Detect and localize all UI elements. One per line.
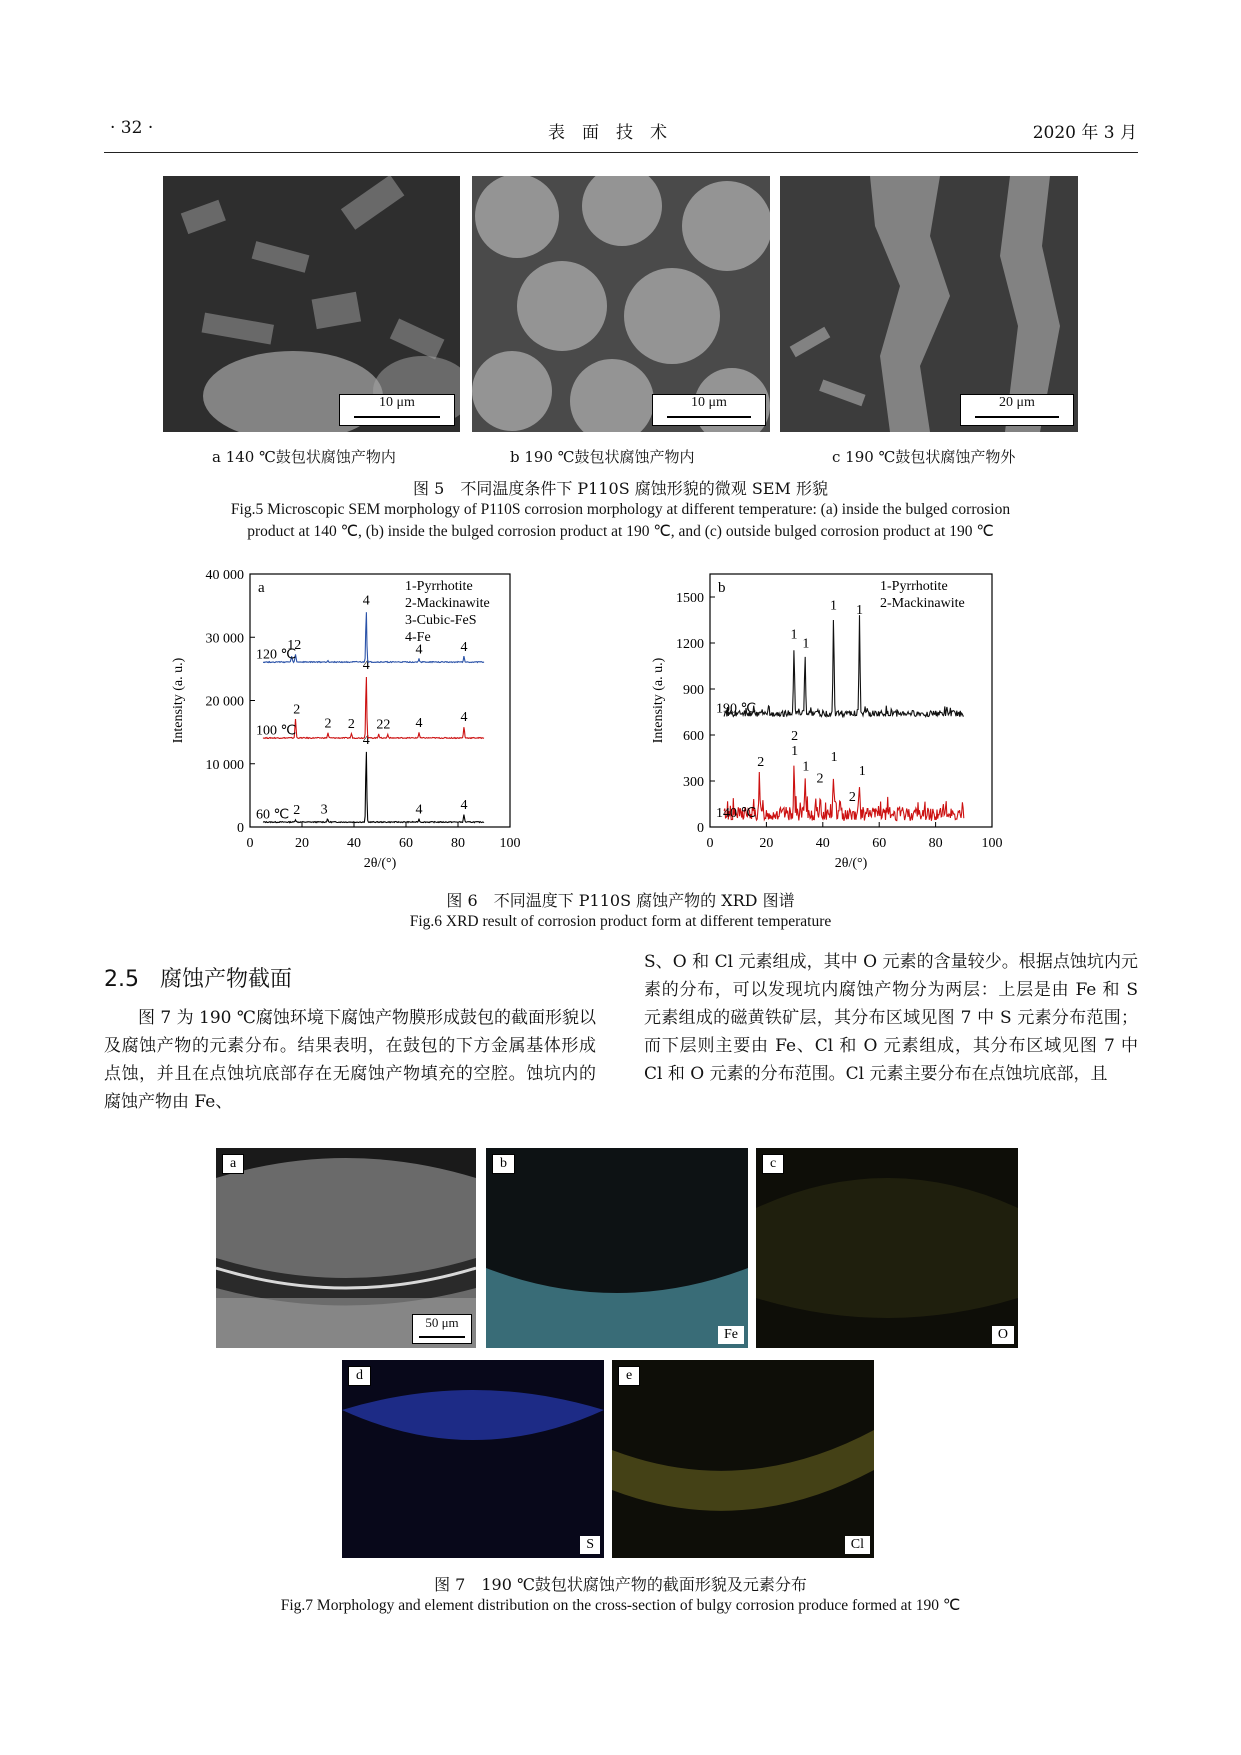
sem-image-c bbox=[780, 176, 1078, 432]
x-tick-label: 100 bbox=[981, 836, 1003, 851]
section-number: 2.5 bbox=[104, 967, 139, 992]
fig7-panel-b bbox=[486, 1148, 748, 1348]
series-label: 60 ℃ bbox=[256, 807, 290, 823]
y-tick-label: 1500 bbox=[676, 591, 704, 606]
x-tick-label: 20 bbox=[295, 836, 309, 851]
legend-entry: 3-Cubic-FeS bbox=[405, 613, 477, 628]
y-tick-label: 20 000 bbox=[205, 694, 244, 710]
panel-tag-a: a bbox=[222, 1154, 244, 1174]
peak-label: 2 bbox=[816, 771, 824, 787]
peak-label: 4 bbox=[362, 593, 370, 609]
fig5-caption-en-2: product at 140 ℃, (b) inside the bulged corrosion product at 190 ℃, and (c) outside bulged corrosion product at 190 ℃ bbox=[247, 523, 994, 540]
peak-label: 12 bbox=[287, 637, 302, 653]
peak-label: 4 bbox=[415, 642, 423, 658]
peak-label: 2 bbox=[791, 729, 799, 745]
fig7-panel-c bbox=[756, 1148, 1018, 1348]
o-map bbox=[756, 1148, 1018, 1348]
series-line bbox=[724, 766, 964, 821]
sem-image-b bbox=[472, 176, 770, 432]
x-tick-label: 60 bbox=[872, 836, 887, 851]
sem-image-a bbox=[163, 176, 460, 432]
fe-map bbox=[486, 1148, 748, 1348]
peak-label: 1 bbox=[855, 603, 863, 618]
peak-label: 1 bbox=[830, 750, 838, 766]
issue-date: 2020 年 3 月 bbox=[1032, 123, 1137, 143]
legend-entry: 2-Mackinawite bbox=[880, 596, 965, 611]
x-tick-label: 0 bbox=[706, 836, 714, 851]
scale-bar-c: 20 μm bbox=[960, 394, 1074, 426]
x-tick-label: 100 bbox=[499, 836, 521, 851]
cl-map bbox=[612, 1360, 874, 1558]
fig5-label-a: a 140 ℃鼓包状腐蚀产物内 bbox=[212, 448, 396, 466]
fig7-caption-en: Fig.7 Morphology and element distribution on the cross-section of bulgy corrosion produce formed at 190 ℃ bbox=[280, 1597, 961, 1614]
panel-tag-d: d bbox=[348, 1366, 371, 1386]
body-left-column: 图 7 为 190 ℃腐蚀环境下腐蚀产物膜形成鼓包的截面形貌以及腐蚀产物的元素分布。结果表明，在鼓包的下方金属基体形成点蚀，并且在点蚀坑底部存在无腐蚀产物填充的空腔。蚀坑内的腐蚀产物由 Fe、 bbox=[104, 1008, 596, 1112]
legend-entry: 2-Mackinawite bbox=[405, 596, 490, 611]
x-tick-label: 60 bbox=[399, 836, 413, 851]
peak-label: 2 bbox=[293, 803, 301, 819]
series-label: 190 ℃ bbox=[716, 701, 757, 717]
y-tick-label: 30 000 bbox=[205, 631, 244, 647]
element-label-s: S bbox=[580, 1536, 600, 1554]
element-label-cl: Cl bbox=[845, 1536, 870, 1554]
peak-label: 4 bbox=[362, 658, 370, 674]
fig5-caption-cn: 图 5 不同温度条件下 P110S 腐蚀形貌的微观 SEM 形貌 bbox=[413, 479, 828, 498]
x-tick-label: 80 bbox=[451, 836, 465, 851]
fig6-caption-en: Fig.6 XRD result of corrosion product form at different temperature bbox=[409, 913, 832, 930]
section-title: 腐蚀产物截面 bbox=[159, 967, 292, 992]
series-line bbox=[724, 615, 964, 717]
scale-bar-b: 10 μm bbox=[652, 394, 766, 426]
fig5-label-b: b 190 ℃鼓包状腐蚀产物内 bbox=[510, 448, 695, 466]
y-tick-label: 40 000 bbox=[205, 568, 244, 583]
legend-entry: 4-Fe bbox=[405, 630, 431, 645]
y-axis-label: Intensity (a. u.) bbox=[651, 657, 666, 744]
peak-label: 1 bbox=[802, 759, 810, 775]
plot-frame bbox=[710, 574, 992, 827]
fig7-panel-a bbox=[216, 1148, 476, 1348]
peak-label: 1 bbox=[791, 744, 799, 760]
peak-label: 4 bbox=[362, 732, 370, 748]
peak-label: 4 bbox=[460, 710, 468, 726]
s-map bbox=[342, 1360, 604, 1558]
fig5-caption-en-1: Fig.5 Microscopic SEM morphology of P110S corrosion morphology at different temperature: (a) inside the bulged corrosion bbox=[230, 501, 1011, 518]
peak-label: 1 bbox=[858, 764, 866, 779]
x-tick-label: 0 bbox=[246, 836, 254, 851]
x-tick-label: 20 bbox=[759, 836, 774, 851]
y-tick-label: 0 bbox=[697, 821, 704, 836]
body-right-column: S、O 和 Cl 元素组成，其中 O 元素的含量较少。根据点蚀坑内元素的分布，可以发现坑内腐蚀产物分为两层：上层是由 Fe 和 S 元素组成的磁黄铁矿层，其分布区域见图 7 中 S 元素分布范围；而下层则主要由 Fe、Cl 和 O 元素组成，其分布区域见图 7 中 Cl 和 O 元素的分布范围。Cl 元素主要分布在点蚀坑底部，且 bbox=[644, 952, 1138, 1084]
panel-tag-b: b bbox=[492, 1154, 515, 1174]
panel-tag-c: c bbox=[762, 1154, 784, 1174]
peak-label: 1 bbox=[830, 598, 838, 614]
section-heading bbox=[104, 962, 292, 993]
series-label: 120 ℃ bbox=[256, 647, 297, 663]
fig6-caption-cn: 图 6 不同温度下 P110S 腐蚀产物的 XRD 图谱 bbox=[446, 891, 795, 910]
plot-frame bbox=[250, 574, 510, 827]
element-label-fe: Fe bbox=[718, 1326, 744, 1344]
x-tick-label: 40 bbox=[347, 836, 361, 851]
peak-label: 2 bbox=[347, 717, 355, 733]
peak-label: 2 bbox=[293, 702, 301, 718]
peak-label: 4 bbox=[460, 639, 468, 655]
y-tick-label: 1200 bbox=[676, 637, 704, 652]
panel-letter: b bbox=[718, 580, 726, 596]
y-axis-label: Intensity (a. u.) bbox=[171, 657, 186, 744]
fig7-panel-d bbox=[342, 1360, 604, 1558]
peak-label: 1 bbox=[802, 636, 810, 652]
fig7-panel-e bbox=[612, 1360, 874, 1558]
y-tick-label: 900 bbox=[683, 683, 704, 698]
x-axis-label: 2θ/(°) bbox=[363, 856, 397, 871]
panel-tag-e: e bbox=[618, 1366, 640, 1386]
scale-bar-fig7: 50 μm bbox=[412, 1314, 472, 1344]
legend-entry: 1-Pyrrhotite bbox=[880, 579, 948, 594]
peak-label: 3 bbox=[320, 802, 328, 818]
legend-entry: 1-Pyrrhotite bbox=[405, 579, 473, 594]
peak-label: 1 bbox=[790, 627, 798, 643]
header-rule bbox=[104, 152, 1138, 153]
page-number: · 32 · bbox=[110, 118, 154, 138]
scale-bar-a: 10 μm bbox=[339, 394, 455, 426]
fig5-label-c: c 190 ℃鼓包状腐蚀产物外 bbox=[832, 448, 1016, 466]
y-tick-label: 600 bbox=[683, 729, 704, 744]
x-tick-label: 80 bbox=[928, 836, 943, 851]
y-tick-label: 300 bbox=[683, 775, 704, 790]
peak-label: 4 bbox=[460, 797, 468, 813]
series-label: 140 ℃ bbox=[716, 805, 757, 821]
peak-label: 2 bbox=[848, 790, 856, 806]
peak-label: 4 bbox=[415, 802, 423, 818]
x-tick-label: 40 bbox=[815, 836, 830, 851]
journal-title: 表 面 技 术 bbox=[548, 123, 667, 143]
peak-label: 4 bbox=[415, 715, 423, 731]
fig7-caption-cn: 图 7 190 ℃鼓包状腐蚀产物的截面形貌及元素分布 bbox=[434, 1575, 807, 1594]
xrd-chart-a bbox=[160, 562, 640, 882]
peak-label: 22 bbox=[376, 717, 391, 733]
panel-letter: a bbox=[258, 580, 265, 596]
y-tick-label: 10 000 bbox=[205, 757, 244, 773]
peak-label: 2 bbox=[324, 716, 332, 732]
y-tick-label: 0 bbox=[237, 821, 244, 836]
element-label-o: O bbox=[992, 1326, 1014, 1344]
xrd-chart-b bbox=[638, 562, 1098, 882]
peak-label: 2 bbox=[757, 754, 765, 770]
x-axis-label: 2θ/(°) bbox=[834, 856, 868, 871]
series-label: 100 ℃ bbox=[256, 723, 297, 739]
